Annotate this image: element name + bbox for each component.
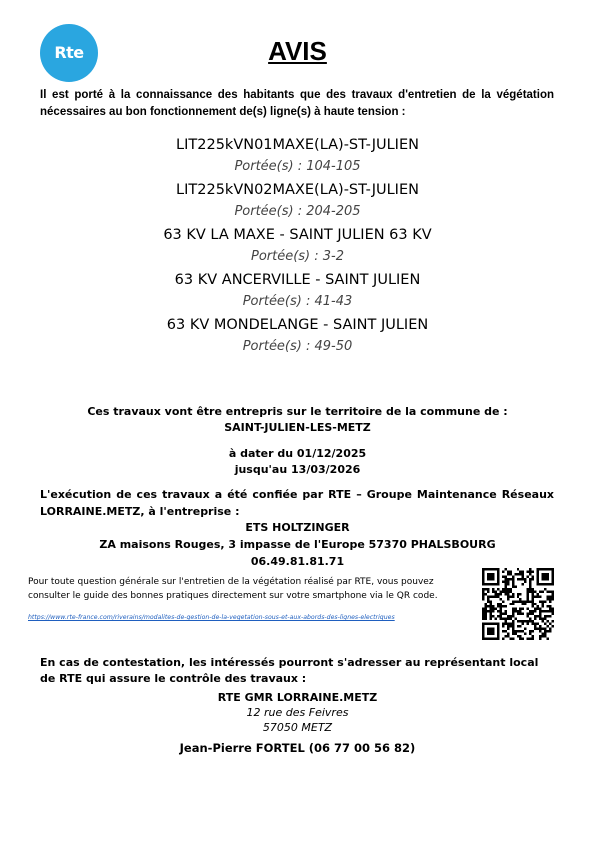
power-line-span: Portée(s) : 41-43 [242, 294, 353, 309]
contractor-block [0, 519, 595, 570]
dates-block [0, 446, 595, 478]
execution-paragraph: L'exécution de ces travaux a été confiée par RTE – Groupe Maintenance Réseaux LORRAINE.METZ, à l'entreprise : [40, 488, 554, 518]
power-line-name: 63 KV MONDELANGE - SAINT JULIEN [166, 317, 429, 333]
page-title: AVIS [268, 36, 327, 66]
power-line-name: LIT225kVN01MAXE(LA)-ST-JULIEN [176, 137, 419, 153]
representative-block [0, 690, 595, 735]
power-line-item [0, 179, 595, 224]
power-line-name: 63 KV LA MAXE - SAINT JULIEN 63 KV [163, 227, 432, 243]
contest-paragraph: En cas de contestation, les intéressés pourront s'adresser au représentant local de RTE qui assure le contrôle des travaux : [40, 656, 539, 685]
representative-contact: Jean-Pierre FORTEL (06 77 00 56 82) [179, 741, 416, 755]
qr-code[interactable] [482, 568, 554, 640]
power-line-item [0, 134, 595, 179]
representative-org: RTE GMR LORRAINE.METZ [217, 691, 378, 704]
representative-street: 12 rue des Feivres [246, 706, 349, 719]
contractor-address: ZA maisons Rouges, 3 impasse de l'Europe 57370 PHALSBOURG [99, 538, 496, 551]
power-line-name: LIT225kVN02MAXE(LA)-ST-JULIEN [176, 182, 419, 198]
guide-link[interactable]: https://www.rte-france.com/riverains/modalites-de-gestion-de-la-vegetation-sous-et-aux-abords-des-lignes-electriques [28, 614, 395, 621]
power-line-item [0, 224, 595, 269]
power-line-span: Portée(s) : 104-105 [234, 159, 361, 174]
commune-name: SAINT-JULIEN-LES-METZ [224, 421, 371, 434]
contractor-phone: 06.49.81.81.71 [250, 555, 345, 568]
contractor-name: ETS HOLTZINGER [245, 521, 350, 534]
power-line-span: Portée(s) : 49-50 [242, 339, 353, 354]
end-date: jusqu'au 13/03/2026 [234, 463, 361, 476]
rte-logo-text: Rte [54, 43, 84, 62]
qr-info-text: Pour toute question générale sur l'entretien de la végétation réalisé par RTE, vous pouvez consulter le guide des bonnes pratiques directement sur votre smartphone via le QR code. [28, 577, 438, 601]
power-line-span: Portée(s) : 3-2 [250, 249, 345, 264]
intro-paragraph: Il est porté à la connaissance des habitants que des travaux d'entretien de la végétation nécessaires au bon fonctionnement de(s) ligne(s) à haute tension : [40, 89, 554, 118]
power-line-name: 63 KV ANCERVILLE - SAINT JULIEN [174, 272, 421, 288]
power-lines-list [0, 134, 595, 359]
power-line-item [0, 314, 595, 359]
start-date: à dater du 01/12/2025 [228, 447, 367, 460]
power-line-item [0, 269, 595, 314]
power-line-span: Portée(s) : 204-205 [234, 204, 361, 219]
representative-city: 57050 METZ [262, 721, 333, 734]
territory-intro: Ces travaux vont être entrepris sur le territoire de la commune de : [87, 405, 508, 418]
territory-block [0, 404, 595, 436]
